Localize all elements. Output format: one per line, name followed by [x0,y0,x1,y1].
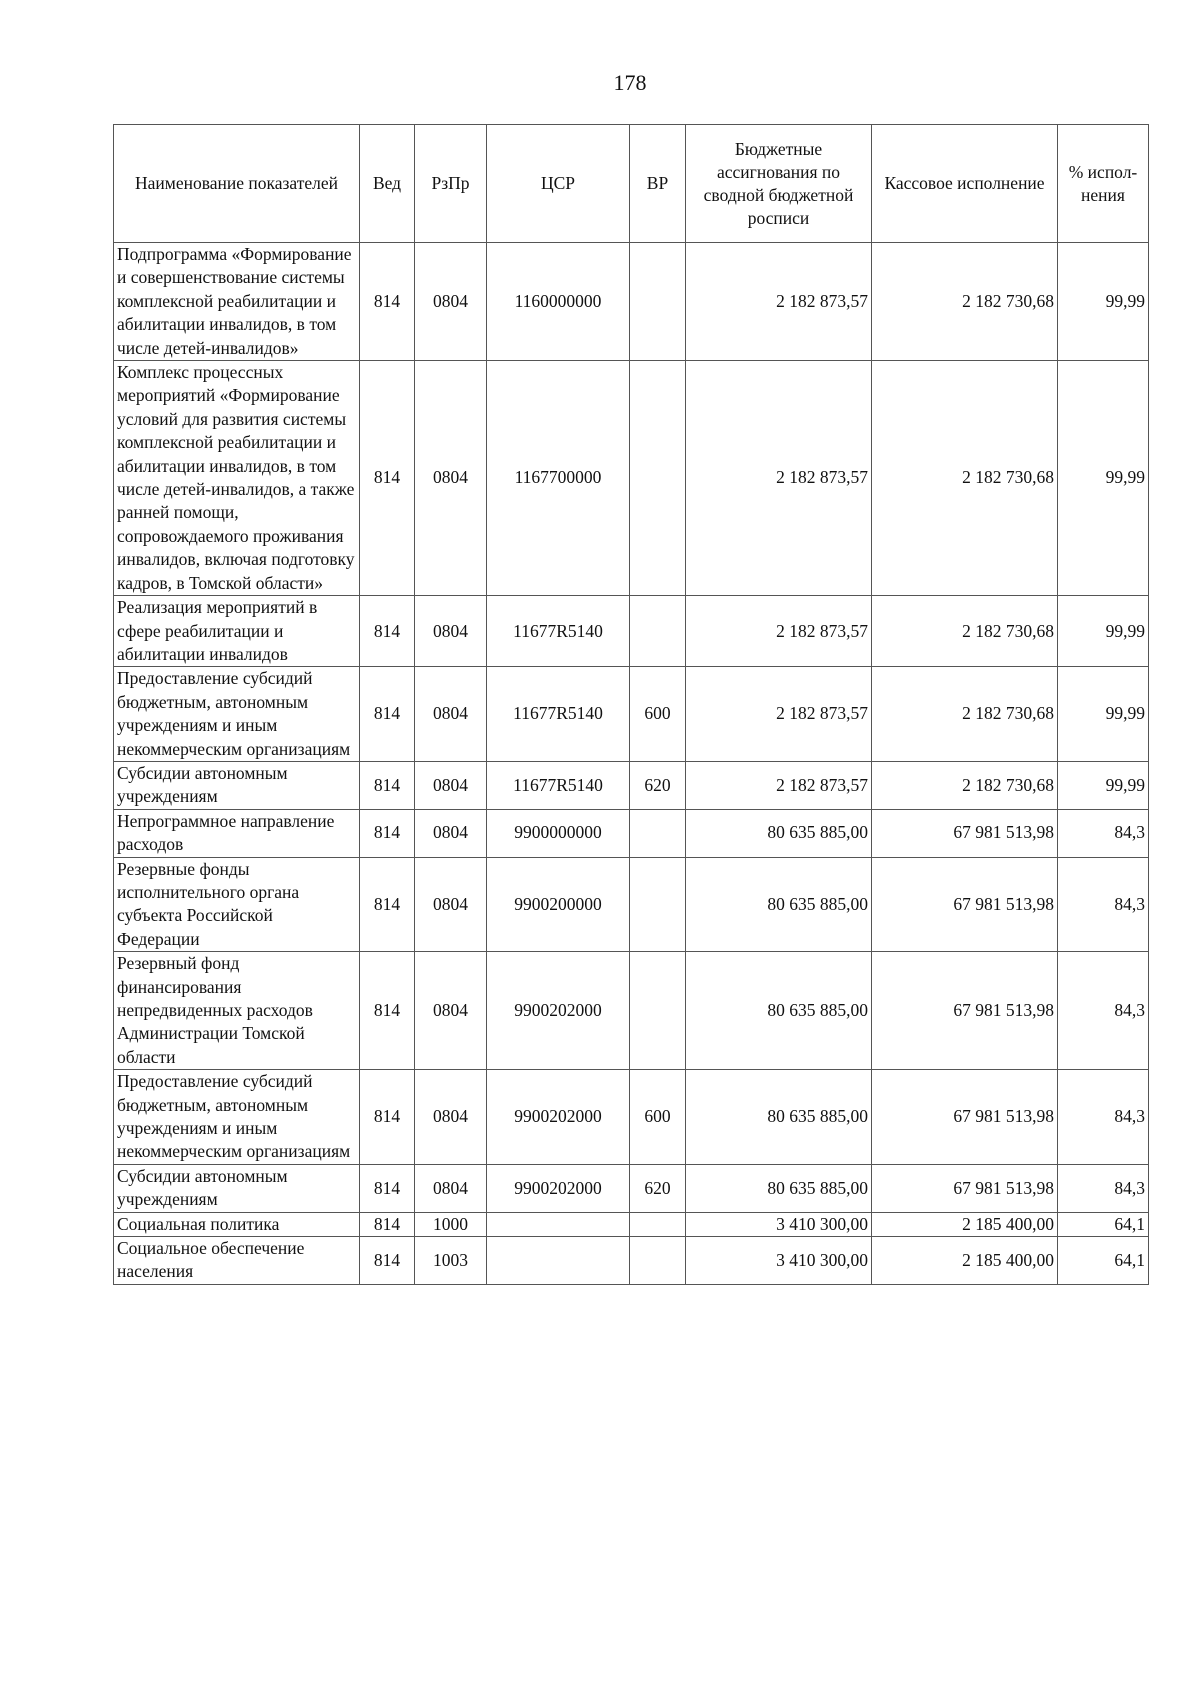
row-executed: 2 185 400,00 [872,1237,1058,1285]
row-name: Реализация мероприятий в сфере реабилитации и абилитации инвалидов [114,596,360,667]
row-executed: 2 182 730,68 [872,243,1058,361]
table-row [114,1237,1149,1285]
table-row [114,857,1149,952]
row-percent: 99,99 [1058,761,1149,809]
header-assigned: Бюджетные ассигнования по сводной бюджетной росписи [686,125,872,243]
row-csr: 1167700000 [487,361,630,596]
row-name: Социальное обеспечение населения [114,1237,360,1285]
row-csr [487,1237,630,1285]
row-percent: 64,1 [1058,1212,1149,1236]
row-vr [630,361,686,596]
row-percent: 99,99 [1058,667,1149,762]
row-ved: 814 [360,1070,415,1165]
row-rzpr: 0804 [415,761,487,809]
row-name: Комплекс процессных мероприятий «Формирование условий для развития системы комплексной реабилитации и абилитации инвалидов, в том числе детей-инвалидов, а также ранней помощи, сопровождаемого проживания инвалидов, включая подготовку кадров, в Томской области» [114,361,360,596]
row-assigned: 2 182 873,57 [686,243,872,361]
row-rzpr: 0804 [415,809,487,857]
header-rzpr: РзПр [415,125,487,243]
row-name: Субсидии автономным учреждениям [114,1164,360,1212]
header-name: Наименование показателей [114,125,360,243]
row-ved: 814 [360,1237,415,1285]
row-name: Предоставление субсидий бюджетным, автономным учреждениям и иным некоммерческим организациям [114,1070,360,1165]
row-executed: 2 182 730,68 [872,361,1058,596]
row-name: Подпрограмма «Формирование и совершенствование системы комплексной реабилитации и абилитации инвалидов, в том числе детей-инвалидов» [114,243,360,361]
row-percent: 84,3 [1058,857,1149,952]
row-executed: 2 182 730,68 [872,761,1058,809]
header-executed: Кассовое исполнение [872,125,1058,243]
row-assigned: 2 182 873,57 [686,761,872,809]
row-ved: 814 [360,809,415,857]
row-executed: 67 981 513,98 [872,1164,1058,1212]
row-executed: 67 981 513,98 [872,809,1058,857]
row-ved: 814 [360,952,415,1070]
row-ved: 814 [360,667,415,762]
row-name: Социальная политика [114,1212,360,1236]
row-percent: 99,99 [1058,596,1149,667]
row-rzpr: 0804 [415,1070,487,1165]
row-percent: 84,3 [1058,1070,1149,1165]
row-name: Резервные фонды исполнительного органа субъекта Российской Федерации [114,857,360,952]
row-name: Резервный фонд финансирования непредвиденных расходов Администрации Томской области [114,952,360,1070]
table-row [114,1212,1149,1236]
table-row [114,761,1149,809]
row-vr: 600 [630,667,686,762]
row-name: Субсидии автономным учреждениям [114,761,360,809]
row-ved: 814 [360,761,415,809]
row-csr: 9900200000 [487,857,630,952]
row-rzpr: 1000 [415,1212,487,1236]
row-ved: 814 [360,1164,415,1212]
row-ved: 814 [360,596,415,667]
row-rzpr: 1003 [415,1237,487,1285]
row-ved: 814 [360,243,415,361]
row-percent: 84,3 [1058,952,1149,1070]
row-assigned: 3 410 300,00 [686,1237,872,1285]
row-rzpr: 0804 [415,1164,487,1212]
row-percent: 99,99 [1058,243,1149,361]
row-ved: 814 [360,857,415,952]
row-vr [630,1237,686,1285]
row-vr [630,857,686,952]
header-ved: Вед [360,125,415,243]
row-rzpr: 0804 [415,667,487,762]
page-number: 178 [613,70,647,95]
row-vr [630,243,686,361]
row-rzpr: 0804 [415,857,487,952]
row-percent: 84,3 [1058,809,1149,857]
row-vr [630,1212,686,1236]
budget-table [113,124,1149,1285]
row-assigned: 80 635 885,00 [686,809,872,857]
row-vr: 620 [630,1164,686,1212]
row-vr [630,952,686,1070]
row-csr: 11677R5140 [487,761,630,809]
row-csr: 9900202000 [487,952,630,1070]
header-percent: % испол- нения [1058,125,1149,243]
table-row [114,361,1149,596]
row-executed: 67 981 513,98 [872,1070,1058,1165]
row-executed: 2 182 730,68 [872,596,1058,667]
row-csr: 1160000000 [487,243,630,361]
row-vr: 600 [630,1070,686,1165]
row-assigned: 2 182 873,57 [686,596,872,667]
table-row [114,596,1149,667]
row-executed: 67 981 513,98 [872,952,1058,1070]
row-percent: 99,99 [1058,361,1149,596]
row-ved: 814 [360,361,415,596]
row-assigned: 80 635 885,00 [686,1070,872,1165]
row-ved: 814 [360,1212,415,1236]
table-row [114,809,1149,857]
row-percent: 84,3 [1058,1164,1149,1212]
row-vr [630,596,686,667]
table-row [114,1164,1149,1212]
row-assigned: 80 635 885,00 [686,952,872,1070]
row-executed: 2 182 730,68 [872,667,1058,762]
row-name: Предоставление субсидий бюджетным, автономным учреждениям и иным некоммерческим организациям [114,667,360,762]
row-name: Непрограммное направление расходов [114,809,360,857]
row-rzpr: 0804 [415,596,487,667]
row-executed: 67 981 513,98 [872,857,1058,952]
table-row [114,1070,1149,1165]
row-csr: 9900000000 [487,809,630,857]
row-assigned: 80 635 885,00 [686,1164,872,1212]
row-assigned: 2 182 873,57 [686,361,872,596]
row-csr [487,1212,630,1236]
row-vr [630,809,686,857]
header-vr: ВР [630,125,686,243]
row-rzpr: 0804 [415,243,487,361]
row-assigned: 2 182 873,57 [686,667,872,762]
row-executed: 2 185 400,00 [872,1212,1058,1236]
row-csr: 11677R5140 [487,667,630,762]
row-percent: 64,1 [1058,1237,1149,1285]
row-csr: 9900202000 [487,1070,630,1165]
row-assigned: 3 410 300,00 [686,1212,872,1236]
row-csr: 9900202000 [487,1164,630,1212]
header-row [114,125,1149,243]
row-rzpr: 0804 [415,361,487,596]
row-vr: 620 [630,761,686,809]
table-row [114,952,1149,1070]
row-assigned: 80 635 885,00 [686,857,872,952]
row-rzpr: 0804 [415,952,487,1070]
table-row [114,243,1149,361]
table-row [114,667,1149,762]
header-csr: ЦСР [487,125,630,243]
row-csr: 11677R5140 [487,596,630,667]
